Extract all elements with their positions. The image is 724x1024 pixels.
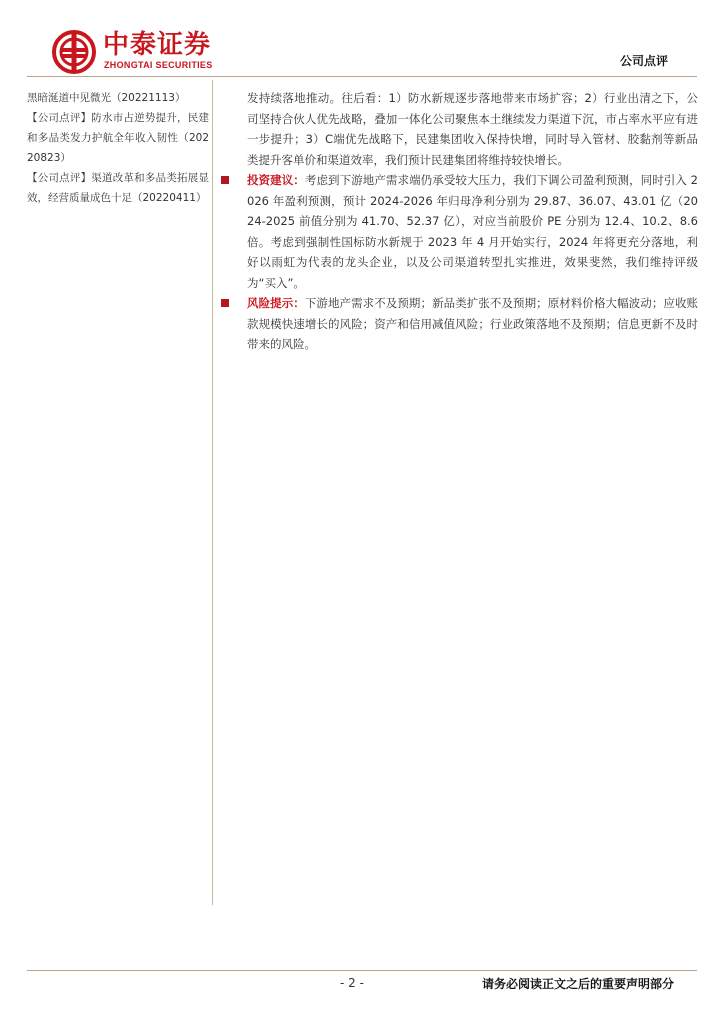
risk-warning-paragraph <box>220 293 698 355</box>
report-type-label: 公司点评 <box>619 54 668 68</box>
header-divider <box>27 76 697 77</box>
outlook-text: 发持续落地推动。往后看：1）防水新规逐步落地带来市场扩容；2）行业出清之下，公司坚持合伙人优先战略，叠加一体化公司聚焦本土继续发力渠道下沉，市占率水平应有进一步提升；3）C端优先战略下，民建集团收入保持快增，同时导入管材、胶黏剂等新品类提升客单价和渠道效率，我们预计民建集团将维持较快增长。 <box>247 91 698 167</box>
zhongtai-logo-icon <box>52 30 96 74</box>
related-reports-sidebar <box>27 88 209 208</box>
square-bullet-icon <box>221 176 229 184</box>
footer-divider <box>27 970 697 971</box>
brand-name-en: ZHONGTAI SECURITIES <box>104 60 213 70</box>
risk-warning-heading: 风险提示： <box>247 296 305 310</box>
related-report-item: 【公司点评】渠道改革和多品类拓展显效，经营质量成色十足（20220411） <box>27 172 209 204</box>
brand-name-cn: 中泰证券 <box>103 30 212 60</box>
risk-warning-text: 下游地产需求不及预期；新品类扩张不及预期；原材料价格大幅波动；应收账款规模快速增长的风险；资产和信用减值风险；行业政策落地不及预期；信息更新不及时带来的风险。 <box>247 296 699 351</box>
related-report-item: 【公司点评】防水市占逆势提升，民建和多品类发力护航全年收入韧性（20220823） <box>27 112 209 164</box>
disclaimer-note: 请务必阅读正文之后的重要声明部分 <box>481 977 674 991</box>
page-header <box>0 0 724 80</box>
outlook-paragraph <box>220 88 698 170</box>
square-bullet-icon <box>221 299 229 307</box>
investment-advice-paragraph <box>220 170 698 293</box>
column-divider <box>212 80 213 905</box>
main-content <box>220 88 698 355</box>
related-report-item: 黑暗涎道中见微光（20221113） <box>27 92 186 104</box>
page-number: - 2 - <box>340 976 364 990</box>
investment-advice-heading: 投资建议： <box>247 173 305 187</box>
investment-advice-text: 考虑到下游地产需求端仍承受较大压力，我们下调公司盈利预测，同时引入 2026 年盈利预测，预计 2024-2026 年归母净利分别为 29.87、36.07、43.01 亿（2024-2025 前值分别为 41.70、52.37 亿），对应当前股价 PE 分别为 12.4、10.2、8.6 倍。考虑到强制性国标防水新规于 2023 年 4 月开始实行，2024 年将更充分落地，利好以雨虹为代表的龙头企业，以及公司渠道转型扎实推进，效果斐然，我们维持评级为“买入”。 <box>247 173 699 290</box>
